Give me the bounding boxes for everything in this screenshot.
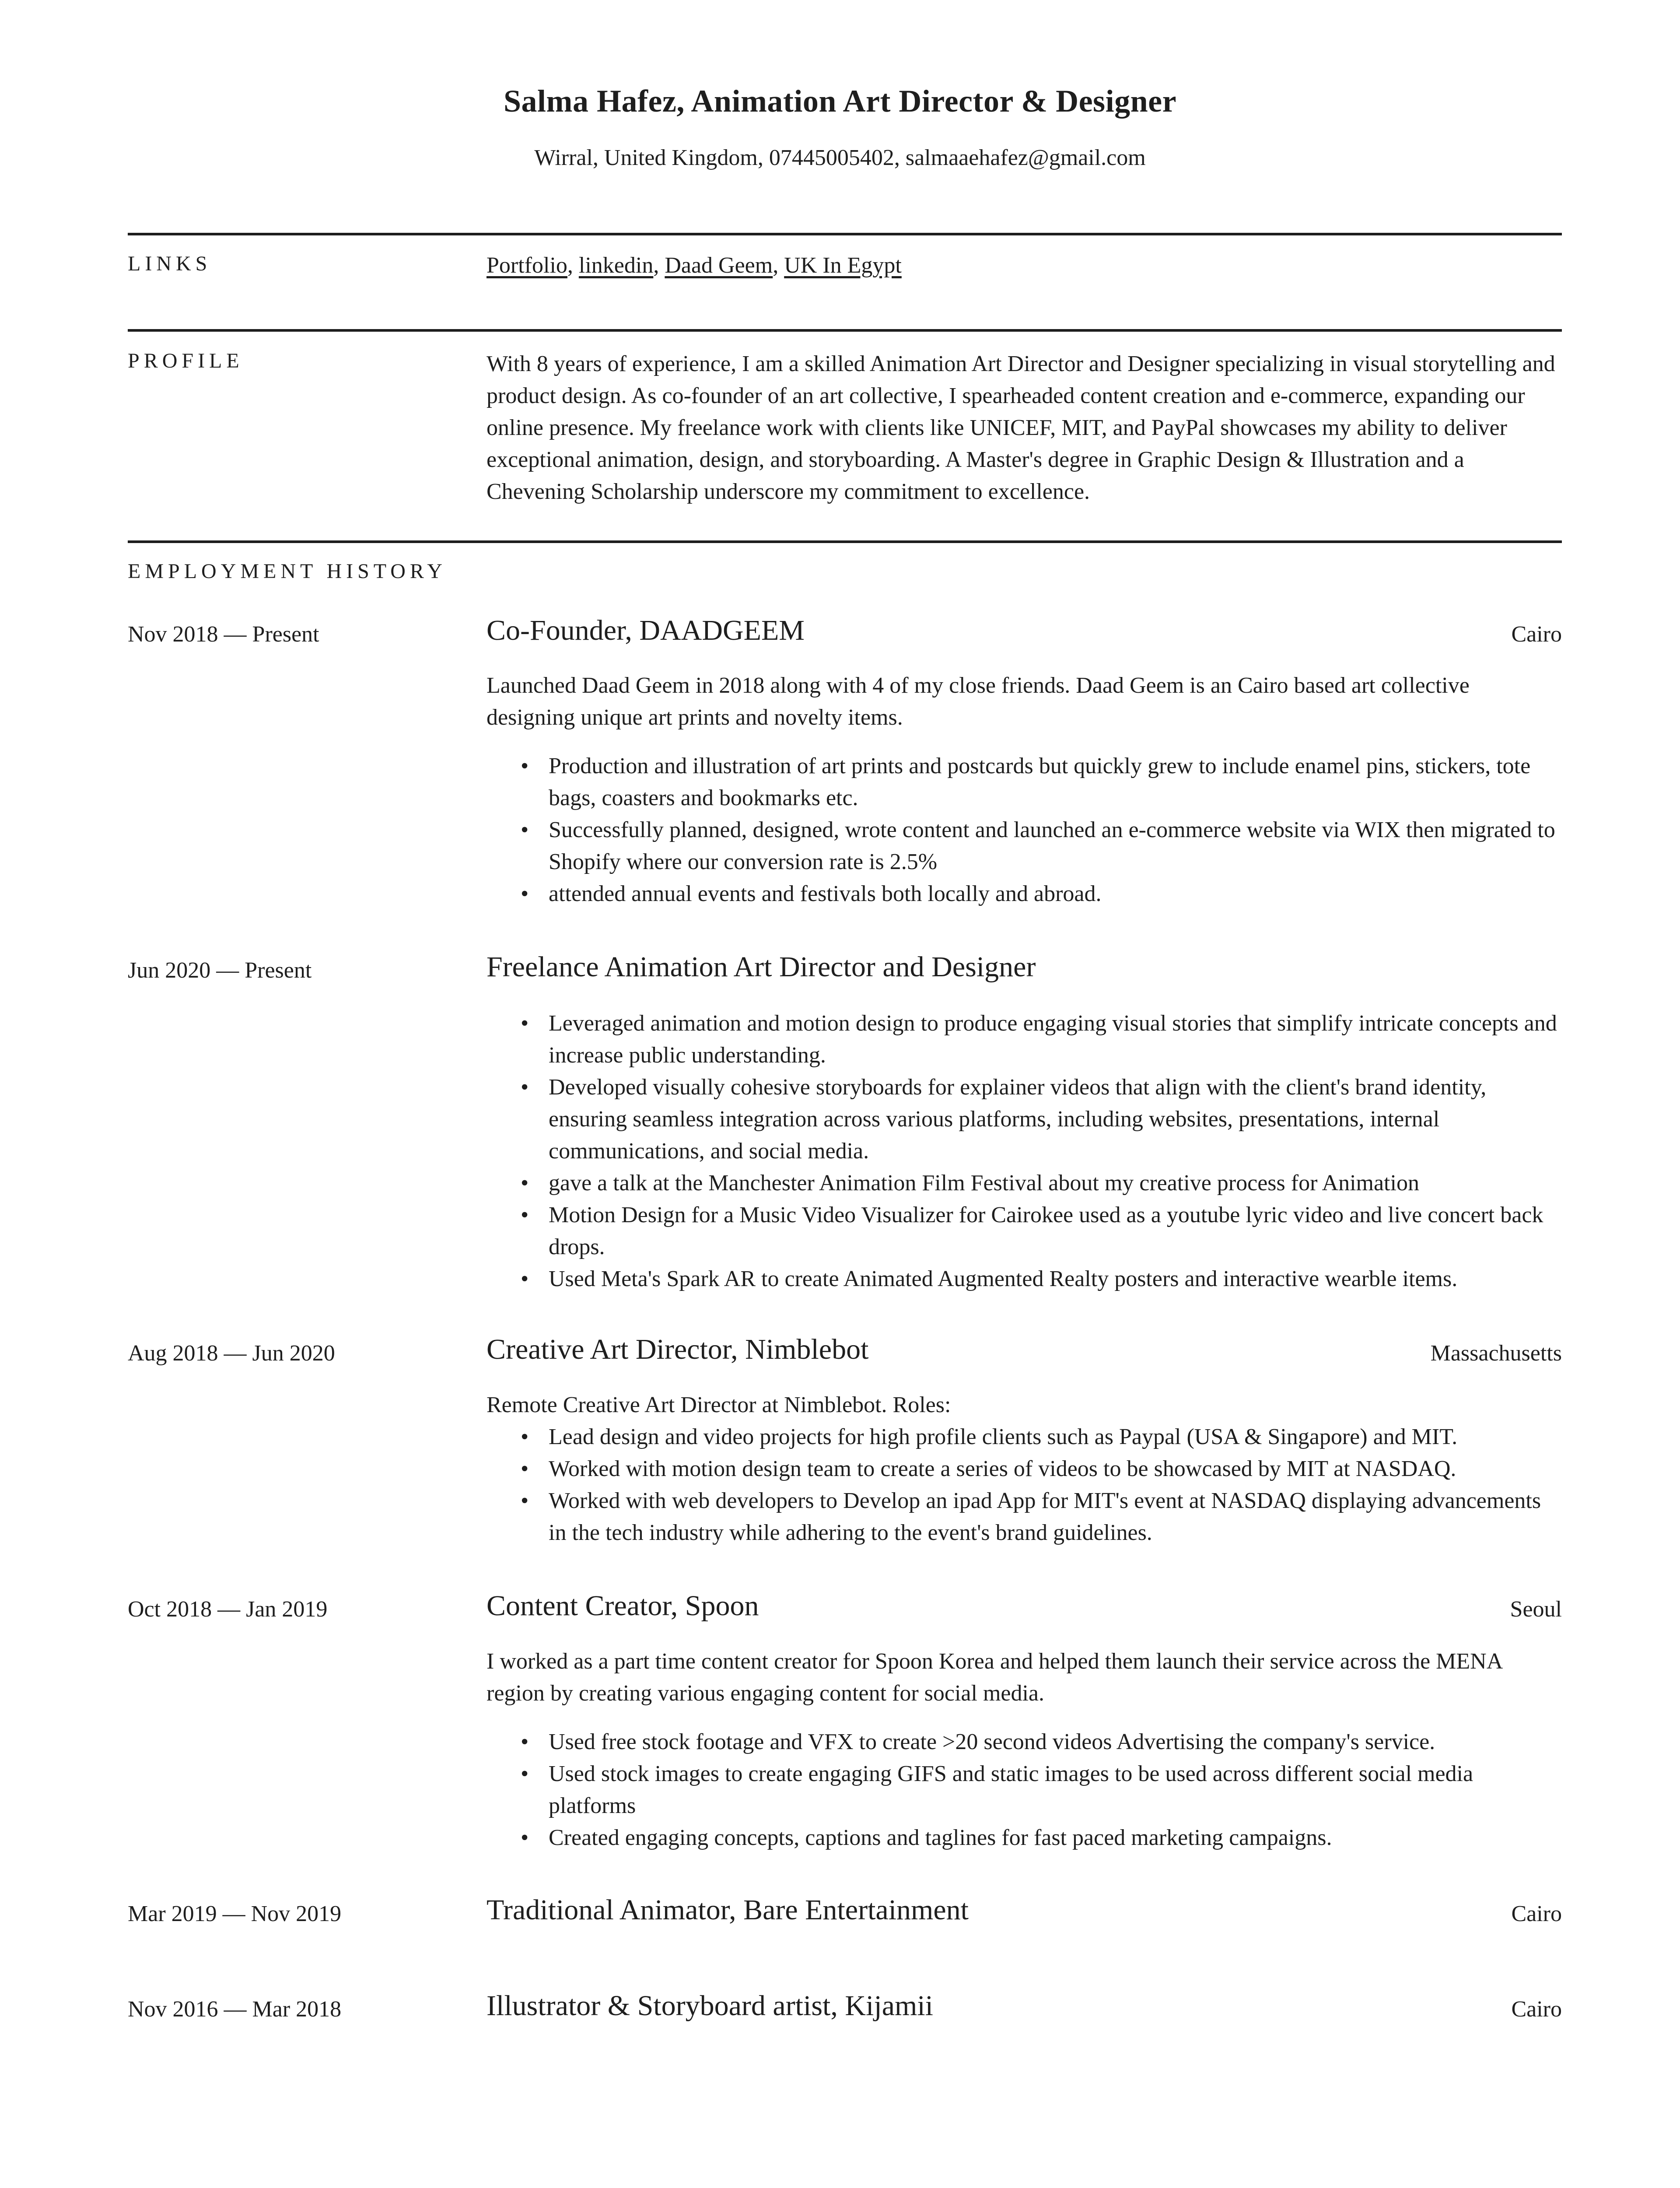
entry-bullets [486,1007,1562,1295]
list-item: • Used Meta's Spark AR to create Animated Augmented Realty posters and interactive wearble items. [486,1263,1562,1295]
divider [128,233,1562,235]
link-daad-geem[interactable]: Daad Geem [665,253,773,278]
entry-body [486,1645,1562,1854]
list-item: • Used stock images to create engaging GIFS and static images to be used across different social media platforms [486,1758,1562,1822]
entry-title: Freelance Animation Art Director and Designer [486,951,1036,983]
section-label-employment: EMPLOYMENT HISTORY [128,560,447,583]
entry-title: Traditional Animator, Bare Entertainment [486,1894,969,1926]
list-item: • Successfully planned, designed, wrote content and launched an e-commerce website via WIX then migrated to Shopify where our conversion rate is 2.5% [486,814,1562,878]
list-item: • Leveraged animation and motion design to produce engaging visual stories that simplify intricate concepts and increase public understanding. [486,1007,1562,1071]
entry-dates: Aug 2018 — Jun 2020 [128,1341,335,1366]
entry-bullets [486,1726,1562,1854]
entry-dates: Mar 2019 — Nov 2019 [128,1901,342,1926]
entry-dates: Oct 2018 — Jan 2019 [128,1597,328,1622]
entry-dates: Jun 2020 — Present [128,958,312,983]
list-item: • Worked with motion design team to create a series of videos to be showcased by MIT at NASDAQ. [486,1453,1562,1485]
divider [128,540,1562,543]
list-item: • gave a talk at the Manchester Animation Film Festival about my creative process for Animation [486,1167,1562,1199]
list-item: • Lead design and video projects for high profile clients such as Paypal (USA & Singapore) and MIT. [486,1421,1562,1453]
list-item: • Worked with web developers to Develop an ipad App for MIT's event at NASDAQ displaying advancements in the tech industry while adhering to the event's brand guidelines. [486,1485,1562,1549]
list-item: • attended annual events and festivals both locally and abroad. [486,878,1562,910]
list-item: • Created engaging concepts, captions and taglines for fast paced marketing campaigns. [486,1822,1562,1854]
entry-title: Creative Art Director, Nimblebot [486,1333,869,1365]
links-list: Portfolio, linkedin, Daad Geem, UK In Egypt [486,253,902,278]
entry-city: Seoul [1510,1597,1562,1622]
resume-header [0,83,1680,171]
list-item: • Production and illustration of art prints and postcards but quickly grew to include enamel pins, stickers, tote bags, coasters and bookmarks etc. [486,750,1562,814]
entry-title: Illustrator & Storyboard artist, Kijamii [486,1990,934,2022]
page-title: Salma Hafez, Animation Art Director & Designer [503,84,1177,119]
entry-intro: Launched Daad Geem in 2018 along with 4 of my close friends. Daad Geem is an Cairo based art collective designing unique art prints and novelty items. [486,673,1470,730]
entry-bullets [486,1421,1562,1549]
entry-bullets [486,750,1562,910]
entry-body [486,1007,1562,1295]
entry-city: Cairo [1511,622,1562,647]
section-label-links: LINKS [128,252,212,275]
list-item: • Developed visually cohesive storyboards for explainer videos that align with the client's brand identity, ensuring seamless integration across various platforms, including websites, presentations, internal communications, and social media. [486,1071,1562,1167]
entry-intro: I worked as a part time content creator for Spoon Korea and helped them launch their service across the MENA region by creating various engaging content for social media. [486,1649,1502,1706]
entry-intro: Remote Creative Art Director at Nimblebot. Roles: [486,1392,951,1417]
section-label-profile: PROFILE [128,349,244,372]
entry-city: Massachusetts [1430,1341,1562,1366]
list-item: • Motion Design for a Music Video Visualizer for Cairokee used as a youtube lyric video and live concert back drops. [486,1199,1562,1263]
profile-text: With 8 years of experience, I am a skilled Animation Art Director and Designer specializing in visual storytelling and product design. As co-founder of an art collective, I spearheaded content creation and e-commerce, expanding our online presence. My freelance work with clients like UNICEF, MIT, and PayPal showcases my ability to deliver exceptional animation, design, and storyboarding. A Master's degree in Graphic Design & Illustration and a Chevening Scholarship underscore my commitment to excellence. [486,351,1555,504]
divider [128,329,1562,332]
entry-dates: Nov 2018 — Present [128,622,319,647]
link-linkedin[interactable]: linkedin [578,253,654,278]
entry-title: Co-Founder, DAADGEEM [486,614,805,646]
list-item: • Used free stock footage and VFX to create >20 second videos Advertising the company's service. [486,1726,1562,1758]
entry-body [486,1389,1562,1549]
link-portfolio[interactable]: Portfolio [486,253,567,278]
entry-city: Cairo [1511,1901,1562,1926]
entry-body [486,670,1562,910]
link-uk-in-egypt[interactable]: UK In Egypt [784,253,902,278]
entry-title: Content Creator, Spoon [486,1590,759,1622]
entry-dates: Nov 2016 — Mar 2018 [128,1997,342,2022]
contact-line: Wirral, United Kingdom, 07445005402, salmaaehafez@gmail.com [534,145,1146,170]
entry-city: Cairo [1511,1997,1562,2022]
